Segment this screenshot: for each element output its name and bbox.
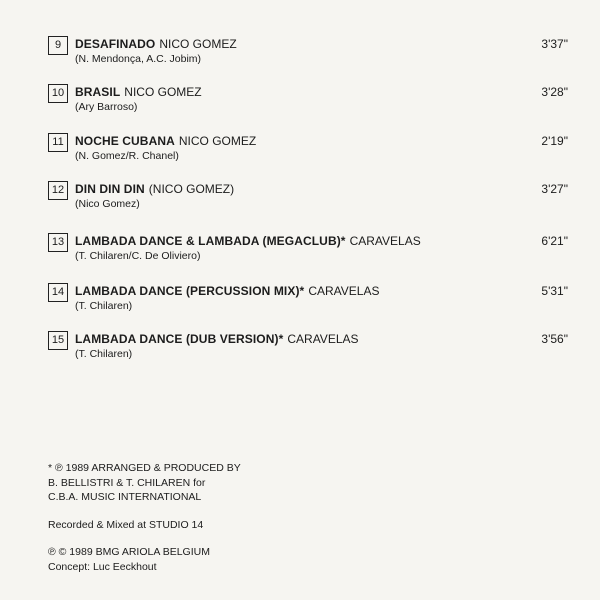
track-artist: NICO GOMEZ bbox=[124, 85, 202, 99]
track-heading bbox=[75, 37, 237, 52]
track-row-14 bbox=[48, 283, 568, 319]
track-number: 9 bbox=[48, 36, 68, 55]
track-title: DESAFINADO bbox=[75, 37, 156, 51]
track-row-12 bbox=[48, 181, 568, 217]
credits-footer bbox=[48, 461, 241, 574]
track-artist: CARAVELAS bbox=[308, 284, 380, 298]
concept-credit: Concept: Luc Eeckhout bbox=[48, 560, 157, 573]
track-row-10 bbox=[48, 84, 568, 120]
track-title: DIN DIN DIN bbox=[75, 182, 145, 196]
production-credit-line: B. BELLISTRI & T. CHILAREN for bbox=[48, 476, 206, 489]
track-credit: (T. Chilaren) bbox=[75, 348, 133, 360]
track-heading bbox=[75, 134, 256, 149]
copyright-notice: ℗ © 1989 BMG ARIOLA BELGIUM bbox=[48, 546, 210, 558]
track-row-13 bbox=[48, 233, 568, 269]
recording-credit: Recorded & Mixed at STUDIO 14 bbox=[48, 518, 204, 531]
spacer bbox=[48, 505, 241, 518]
track-row-9 bbox=[48, 36, 568, 72]
production-credit-line: C.B.A. MUSIC INTERNATIONAL bbox=[48, 491, 202, 503]
track-duration: 3'56" bbox=[541, 332, 568, 346]
track-row-11 bbox=[48, 133, 568, 169]
track-row-15 bbox=[48, 331, 568, 367]
track-duration: 3'27" bbox=[541, 182, 568, 196]
spacer bbox=[48, 532, 241, 545]
track-duration: 2'19" bbox=[541, 134, 568, 148]
production-credit-line: * ℗ 1989 ARRANGED & PRODUCED BY bbox=[48, 462, 241, 474]
track-artist: NICO GOMEZ bbox=[159, 37, 237, 51]
track-duration: 3'28" bbox=[541, 85, 568, 99]
track-number: 14 bbox=[48, 283, 68, 302]
track-heading bbox=[75, 284, 379, 299]
track-number: 10 bbox=[48, 84, 68, 103]
track-number: 15 bbox=[48, 331, 68, 350]
track-number: 12 bbox=[48, 181, 68, 200]
track-title: LAMBADA DANCE (DUB VERSION)* bbox=[75, 332, 284, 346]
track-title: BRASIL bbox=[75, 85, 121, 99]
track-heading bbox=[75, 234, 421, 249]
track-artist: (NICO GOMEZ) bbox=[148, 182, 235, 196]
track-heading bbox=[75, 332, 359, 347]
track-number: 11 bbox=[48, 133, 68, 152]
track-artist: CARAVELAS bbox=[349, 234, 421, 248]
track-title: LAMBADA DANCE (PERCUSSION MIX)* bbox=[75, 284, 305, 298]
track-credit: (N. Mendonça, A.C. Jobim) bbox=[75, 53, 202, 65]
track-heading bbox=[75, 85, 202, 100]
track-duration: 5'31" bbox=[541, 284, 568, 298]
track-heading bbox=[75, 182, 234, 197]
track-duration: 6'21" bbox=[541, 234, 568, 248]
track-credit: (T. Chilaren/C. De Oliviero) bbox=[75, 250, 201, 262]
track-credit: (Nico Gomez) bbox=[75, 198, 140, 210]
track-artist: NICO GOMEZ bbox=[178, 134, 257, 148]
track-credit: (Ary Barroso) bbox=[75, 101, 138, 113]
track-title: LAMBADA DANCE & LAMBADA (MEGACLUB)* bbox=[75, 234, 346, 248]
track-credit: (T. Chilaren) bbox=[75, 300, 133, 312]
track-credit: (N. Gomez/R. Chanel) bbox=[75, 150, 179, 162]
track-title: NOCHE CUBANA bbox=[75, 134, 175, 148]
track-duration: 3'37" bbox=[541, 37, 568, 51]
track-artist: CARAVELAS bbox=[287, 332, 359, 346]
track-number: 13 bbox=[48, 233, 68, 252]
